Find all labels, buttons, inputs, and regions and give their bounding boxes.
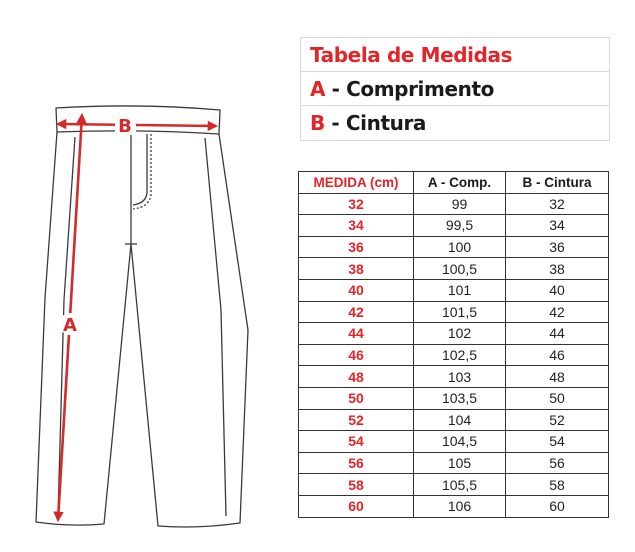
table-row [299, 495, 609, 517]
measurements-header [300, 37, 610, 141]
table-row [299, 431, 609, 453]
waist-cell: 38 [506, 258, 609, 280]
legend-waist-letter: B [310, 111, 325, 135]
waist-cell: 54 [506, 431, 609, 453]
size-cell: 34 [299, 215, 414, 237]
waist-cell: 48 [506, 366, 609, 388]
length-cell: 100 [414, 236, 506, 258]
length-marker: A [63, 315, 77, 336]
length-cell: 103 [414, 366, 506, 388]
length-cell: 102 [414, 323, 506, 345]
size-cell: 56 [299, 452, 414, 474]
waist-cell: 44 [506, 323, 609, 345]
length-cell: 99,5 [414, 215, 506, 237]
legend-length-label: - Comprimento [325, 76, 494, 101]
column-header-waist: B - Cintura [506, 172, 609, 194]
length-cell: 104,5 [414, 431, 506, 453]
waist-marker: B [118, 116, 132, 137]
size-cell: 32 [299, 193, 414, 215]
table-row [299, 452, 609, 474]
length-cell: 101,5 [414, 301, 506, 323]
size-table-body [299, 193, 609, 517]
size-cell: 40 [299, 279, 414, 301]
size-cell: 60 [299, 495, 414, 517]
length-cell: 104 [414, 409, 506, 431]
table-row [299, 474, 609, 496]
table-row [299, 215, 609, 237]
waist-cell: 56 [506, 452, 609, 474]
column-header-size: MEDIDA (cm) [299, 172, 414, 194]
size-cell: 54 [299, 431, 414, 453]
waist-cell: 50 [506, 387, 609, 409]
header-title-row [301, 38, 609, 72]
length-cell: 105 [414, 452, 506, 474]
legend-length-letter: A [310, 76, 326, 101]
waist-cell: 34 [506, 215, 609, 237]
length-cell: 100,5 [414, 258, 506, 280]
waist-cell: 52 [506, 409, 609, 431]
table-row [299, 387, 609, 409]
size-cell: 50 [299, 387, 414, 409]
size-cell: 46 [299, 344, 414, 366]
size-table-header [299, 172, 609, 194]
size-cell: 38 [299, 258, 414, 280]
page-title: Tabela de Medidas [310, 42, 513, 67]
waist-cell: 36 [506, 236, 609, 258]
length-cell: 99 [414, 193, 506, 215]
waist-cell: 42 [506, 301, 609, 323]
table-row [299, 323, 609, 345]
table-row [299, 258, 609, 280]
pants-diagram [0, 0, 290, 552]
length-cell: 102,5 [414, 344, 506, 366]
waist-cell: 32 [506, 193, 609, 215]
waist-cell: 46 [506, 344, 609, 366]
length-cell: 103,5 [414, 387, 506, 409]
size-cell: 36 [299, 236, 414, 258]
length-cell: 101 [414, 279, 506, 301]
legend-length-row [301, 72, 609, 106]
size-cell: 48 [299, 366, 414, 388]
waist-cell: 60 [506, 495, 609, 517]
size-cell: 44 [299, 323, 414, 345]
legend-waist-row [301, 106, 609, 140]
table-row [299, 409, 609, 431]
size-cell: 42 [299, 301, 414, 323]
legend-waist-label: - Cintura [324, 111, 427, 135]
column-header-length: A - Comp. [414, 172, 506, 194]
table-row [299, 344, 609, 366]
waist-cell: 58 [506, 474, 609, 496]
length-cell: 105,5 [414, 474, 506, 496]
table-row [299, 279, 609, 301]
size-cell: 58 [299, 474, 414, 496]
length-cell: 106 [414, 495, 506, 517]
table-row [299, 193, 609, 215]
table-row [299, 366, 609, 388]
size-cell: 52 [299, 409, 414, 431]
table-row [299, 301, 609, 323]
size-table [298, 171, 609, 518]
waist-cell: 40 [506, 279, 609, 301]
table-row [299, 236, 609, 258]
